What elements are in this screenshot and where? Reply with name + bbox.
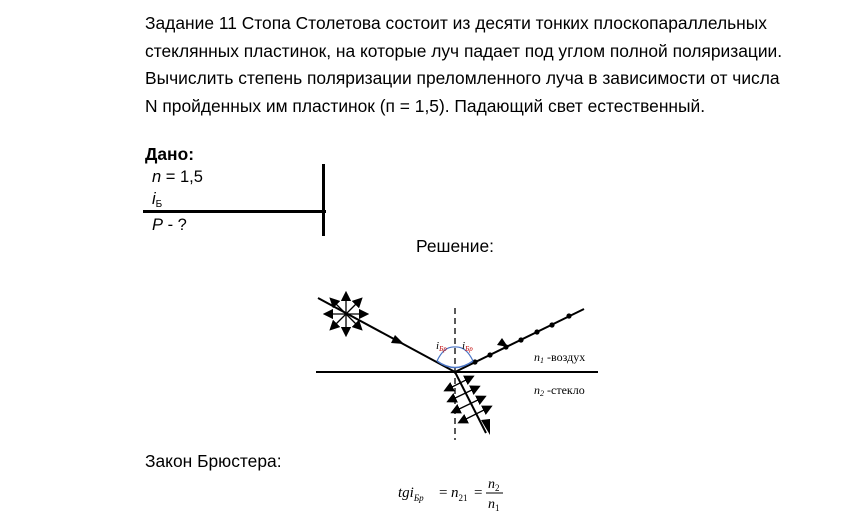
- formula-num-sub: 2: [495, 483, 500, 493]
- task-text: Задание 11 Стопа Столетова состоит из десяти тонких плоскопараллельных стеклянных пластинок, на которые луч падает под углом полной поляризации. Вычислить степень поляризации преломленного луча в зависимости от числа N пройденных им пластинок (п = 1,5). Падающий свет естественный.: [145, 13, 783, 116]
- angle-right-label: [462, 340, 473, 353]
- brewster-diagram: [300, 285, 620, 445]
- formula-eq2: =: [474, 485, 483, 501]
- medium2-sub: 2: [540, 389, 544, 398]
- formula-func: tg: [398, 485, 410, 501]
- angle-left-var: i: [436, 340, 440, 352]
- angle-right-sub: Бр: [465, 345, 473, 353]
- formula-eq1: =: [439, 485, 448, 501]
- formula-n21-var: n: [451, 485, 459, 501]
- brewster-formula: [395, 470, 525, 515]
- formula-n21-sub: 21: [458, 493, 468, 503]
- given-divider-vertical: [322, 164, 325, 236]
- given-brewster-angle: [152, 190, 162, 210]
- medium2-text: -стекло: [544, 383, 585, 397]
- given-i-sub: Б: [155, 199, 163, 210]
- medium1-sub: 1: [540, 356, 544, 365]
- formula-lhs: [398, 485, 424, 503]
- incident-arrow-icon: [391, 335, 404, 344]
- given-divider-horizontal: [143, 210, 326, 213]
- given-p-rest: - ?: [163, 216, 187, 234]
- medium1-var: n: [534, 350, 540, 364]
- medium2-label: [534, 383, 585, 398]
- medium2-var: n: [534, 383, 540, 397]
- unpolarized-light-icon: [328, 296, 364, 332]
- brewster-law-title: Закон Брюстера:: [145, 451, 282, 471]
- formula-den-var: n: [488, 497, 495, 512]
- formula-var: i: [409, 485, 414, 501]
- given-n-value: = 1,5: [161, 168, 203, 186]
- incident-ray: [318, 298, 455, 372]
- formula-n21: [451, 485, 468, 503]
- given-i-var: i: [152, 190, 156, 208]
- refracted-ray: [455, 372, 486, 433]
- formula-denominator: [488, 497, 500, 513]
- solution-title: Решение:: [416, 236, 494, 256]
- angle-right-var: i: [462, 340, 466, 352]
- given-n-var: n: [152, 168, 162, 186]
- formula-numerator: [488, 477, 500, 493]
- formula-den-sub: 1: [495, 503, 500, 513]
- angle-left-label: [436, 340, 447, 353]
- formula-num-var: n: [488, 477, 495, 492]
- given-unknown: [152, 216, 187, 235]
- medium1-label: [534, 350, 585, 365]
- given-title: Дано:: [145, 144, 194, 164]
- formula-sub: Бр: [413, 493, 424, 503]
- medium1-text: -воздух: [544, 350, 586, 364]
- angle-left-sub: Бр: [439, 345, 447, 353]
- given-p-var: P: [152, 216, 164, 234]
- given-refractive-index: [152, 168, 203, 187]
